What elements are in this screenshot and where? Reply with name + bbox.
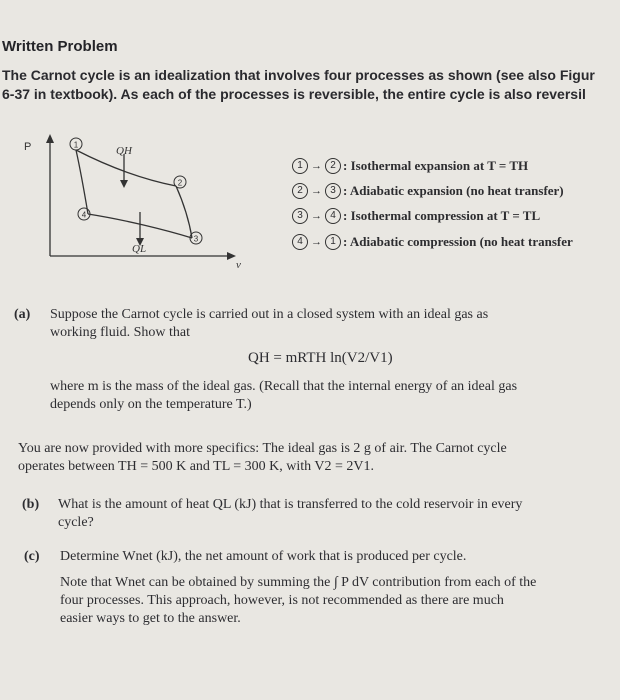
process-end-state: 3 bbox=[325, 183, 341, 199]
part-a-after-line-2: depends only on the temperature T.) bbox=[50, 397, 252, 412]
process-description: : Isothermal expansion at T = TH bbox=[343, 158, 529, 173]
part-b-line-1: What is the amount of heat QL (kJ) that is transferred to the cold reservoir in every bbox=[58, 497, 523, 512]
intro-line-2: 6-37 in textbook). As each of the processes is reversible, the entire cycle is also reversil bbox=[2, 86, 586, 102]
part-a-line-1: Suppose the Carnot cycle is carried out in a closed system with an ideal gas as bbox=[50, 307, 489, 322]
process-end-state: 1 bbox=[325, 234, 341, 250]
part-a-text bbox=[50, 306, 620, 342]
process-start-state: 3 bbox=[292, 208, 308, 224]
pv-diagram bbox=[16, 128, 248, 270]
right-arrow-icon: → bbox=[311, 185, 322, 197]
qh-arrow-head-icon bbox=[120, 180, 128, 188]
process-3-4 bbox=[292, 206, 540, 226]
process-4-1 bbox=[292, 232, 573, 252]
part-c-note-line-2: four processes. This approach, however, is not recommended as there are much bbox=[60, 593, 504, 608]
process-2-3 bbox=[292, 181, 564, 201]
intro-paragraph bbox=[2, 66, 620, 104]
part-c-label: (c) bbox=[24, 549, 40, 564]
right-arrow-icon: → bbox=[311, 236, 322, 248]
part-c-line-1: Determine Wnet (kJ), the net amount of work that is produced per cycle. bbox=[60, 549, 467, 564]
part-b-text bbox=[58, 496, 618, 532]
process-start-state: 1 bbox=[292, 158, 308, 174]
process-start-state: 2 bbox=[292, 183, 308, 199]
part-a-line-2: working fluid. Show that bbox=[50, 325, 190, 340]
right-arrow-icon: → bbox=[311, 210, 322, 222]
process-1-2 bbox=[292, 156, 528, 176]
v-axis-arrow-icon bbox=[227, 252, 236, 260]
part-c-note-line-1: Note that Wnet can be obtained by summing the ∫ P dV contribution from each of the bbox=[60, 575, 537, 590]
process-description: : Adiabatic compression (no heat transfer bbox=[343, 234, 573, 249]
svg-text:2: 2 bbox=[177, 178, 183, 188]
right-arrow-icon: → bbox=[311, 160, 322, 172]
part-a-equation: QH = mRTH ln(V2/V1) bbox=[248, 350, 393, 366]
part-a-followup bbox=[50, 378, 620, 414]
specifics-line-2: operates between TH = 500 K and TL = 300 K, with V2 = 2V1. bbox=[18, 459, 375, 474]
svg-text:1: 1 bbox=[73, 140, 79, 150]
part-a-label: (a) bbox=[14, 307, 31, 322]
process-end-state: 2 bbox=[325, 158, 341, 174]
intro-line-1: The Carnot cycle is an idealization that involves four processes as shown (see also Figur bbox=[2, 67, 595, 83]
specifics-paragraph bbox=[18, 440, 618, 476]
ql-label: QL bbox=[132, 243, 147, 255]
part-c-note-line-3: easier ways to get to the answer. bbox=[60, 611, 241, 626]
state-2-marker bbox=[174, 176, 186, 188]
adiabat-2-3 bbox=[176, 186, 192, 238]
part-c-note bbox=[60, 574, 620, 628]
qh-label: QH bbox=[116, 145, 132, 157]
svg-text:4: 4 bbox=[81, 210, 87, 220]
part-c-text bbox=[60, 548, 620, 566]
adiabat-4-1 bbox=[76, 150, 88, 214]
process-description: : Isothermal compression at T = TL bbox=[343, 208, 541, 223]
axis-v-label: v bbox=[236, 259, 241, 270]
state-1-marker bbox=[70, 138, 82, 150]
part-a-after-line-1: where m is the mass of the ideal gas. (Recall that the internal energy of an ideal gas bbox=[50, 379, 518, 394]
specifics-line-1: You are now provided with more specifics: The ideal gas is 2 g of air. The Carnot cycle bbox=[18, 441, 507, 456]
p-axis-arrow-icon bbox=[46, 134, 54, 143]
part-b-label: (b) bbox=[22, 497, 40, 512]
axis-p-label: P bbox=[24, 141, 32, 153]
heading: Written Problem bbox=[2, 38, 118, 55]
process-description: : Adiabatic expansion (no heat transfer) bbox=[343, 183, 564, 198]
process-end-state: 4 bbox=[325, 208, 341, 224]
part-b-line-2: cycle? bbox=[58, 515, 94, 530]
process-start-state: 4 bbox=[292, 234, 308, 250]
svg-text:3: 3 bbox=[193, 234, 199, 244]
